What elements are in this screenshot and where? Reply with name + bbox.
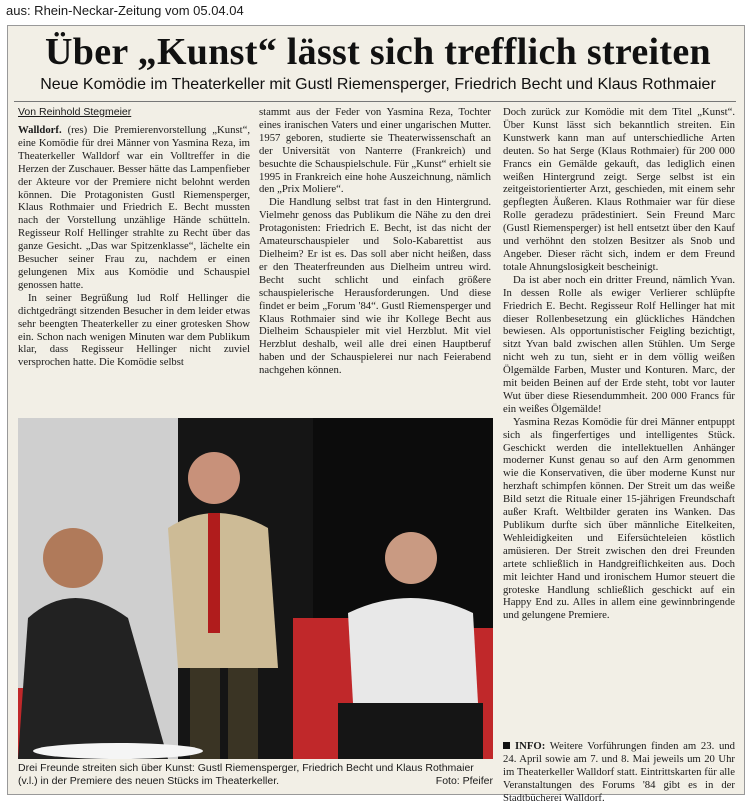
paragraph: Die Handlung selbst trat fast in den Hintergrund. Vielmehr genoss das Publikum die Nähe zu den drei Protagonisten: Friedrich E. Becht, ist das nicht der Amateurschauspieler und Solo-Kabarettist aus Dielheim? Er ist es. Das soll aber nicht heißen, dass er den Theaterfreunden aus Dielheim untreu wird. Becht sucht schlicht und einfach größere schauspielerische Herausforderungen. Und diese findet er beim „Forum '84“. Gustl Riemensperger und Klaus Rothmaier sind wie ihr Kollege Becht aus Dielheim Schauspieler mit viel Herzblut. Mit viel Herzblut deshalb, weil alle drei einen Hauptberuf haben und der Schauspielerei nur nach Feierabend nachgehen können.: [259, 196, 491, 377]
info-text: Weitere Vorführungen finden am 23. und 24. April sowie am 7. und 8. Mai jeweils um 20 Uhr im Theaterkeller Walldorf statt. Eintrittskarten für alle Veranstaltungen des Forums '84 gibt es in der Stadtbücherei Walldorf.: [503, 740, 735, 804]
caption-text: Drei Freunde streiten sich über Kunst: Gustl Riemensperger, Friedrich Becht und Klaus Rothmaier (v.l.) in der Premiere des neuen Stücks im Theaterkeller.: [18, 762, 474, 787]
square-bullet-icon: [503, 742, 510, 749]
subheadline: Neue Komödie im Theaterkeller mit Gustl Riemensperger, Friedrich Becht und Klaus Rothmaier: [40, 76, 716, 93]
photo-caption: [18, 762, 493, 788]
source-line: aus: Rhein-Neckar-Zeitung vom 05.04.04: [6, 3, 244, 18]
info-label: INFO:: [515, 740, 546, 752]
paragraph: In seiner Begrüßung lud Rolf Hellinger die dichtgedrängt sitzenden Besucher in dem leider etwas sehr beengten Theaterkeller zu einer grotesken Show ein. Schon nach wenigen Minuten war dem Publikum klar, dass Regisseur Hellinger nicht zuviel versprochen hatte. Die Komödie selbst: [18, 291, 250, 369]
paragraph: Doch zurück zur Komödie mit dem Titel „Kunst“. Über Kunst lässt sich bekanntlich streiten. Ein Kunstwerk kann man auf unterschiedliche Arten deuten. So hat Serge (Klaus Rothmaier) für 200 000 Francs ein Gemälde gekauft, das lediglich einen weißen Hintergrund zeigt. Serge selbst ist ein zeitgeistorientierter Arzt, geschieden, mit einem sehr gepflegten Äußeren. Klaus Rothmaier war für diese Rolle geradezu prädestiniert. Sein Freund Marc (Gustl Riemensperger) ist hell entsetzt über den Kauf und verhöhnt den stolzen Besitzer als Snob und Angeber. Dieser rächt sich, indem er dem Freund totale Ahnungslosigkeit bescheinigt.: [503, 106, 735, 273]
paragraph: stammt aus der Feder von Yasmina Reza, Tochter eines iranischen Vaters und einer ungarischen Mutter. 1957 geboren, studierte sie Theaterwissenschaft an der Universität von Nanterre (Frankreich) und besuchte die Schauspielschule. Für „Kunst“ erhielt sie 1995 in Frankreich eine hohe Auszeichnung, nämlich den „Prix Moliere“.: [259, 106, 491, 196]
photo-credit: Foto: Pfeifer: [435, 775, 493, 787]
paragraph: Yasmina Rezas Komödie für drei Männer entpuppt sich als fingerfertiges und intelligentes Stück. Geschickt werden die intellektuellen Anhänger moderner Kunst genau so auf den Arm genommen wie die Konservativen, die über moderne Kunst nur herzhaft schimpfen können. Der Streit um das weiße Bild setzt die Rituale einer 15-jährigen Freundschaft außer Kraft. Weltbilder geraten ins Wanken. Das Publikum durfte sich über männliche Eitelkeiten, Wehleidigkeiten und Eifersüchteleien köstlich amüsieren. Der Streit zwischen den drei Freunden artete schließlich in Handgreiflichkeiten aus. Doch mit leichter Hand und ironischem Humor steuert die groteske Handlung schließlich geschickt auf ein Happy End zu. Alles in allem eine gewinnbringende und gelungene Premiere.: [503, 415, 735, 622]
column-1: [18, 124, 250, 369]
divider: [14, 101, 736, 102]
dateline: Walldorf.: [18, 124, 62, 136]
column-2: [259, 106, 491, 377]
info-box: [503, 740, 735, 805]
headline: Über „Kunst“ lässt sich trefflich streiten: [45, 31, 711, 73]
column-3: [503, 106, 735, 622]
byline: Von Reinhold Stegmeier: [18, 106, 132, 118]
paragraph: Da ist aber noch ein dritter Freund, nämlich Yvan. In dessen Rolle als ewiger Verlierer schlüpfte Friedrich E. Becht. Regisseur Rolf Hellinger hat mit dieser Rollenbesetzung ein glückliches Händchen bewiesen. Als opportunistischer Feigling bezichtigt, sitzt Yvan bald zwischen allen Stühlen. Um Serge nicht weh zu tun, sieht er in dem völlig weißen Ölgemälde Farben, Muster und Konturen. Marc, der mit beiden Beinen auf der Erde steht, tobt vor lauter Wut über diese Riesendummheit. 200 000 Francs für ein weißes Ölgemälde!: [503, 273, 735, 415]
theater-photo: [18, 418, 493, 759]
theater-scene-image: [18, 418, 493, 759]
paragraph: [18, 124, 250, 292]
paragraph-text: (res) Die Premierenvorstellung „Kunst“, eine Komödie für drei Männer von Yasmina Reza, im Theaterkeller Walldorf war ein Volltreffer in die Herzen der Zuschauer. Besser hätte das Lampenfieber der Akteure vor der Premiere nicht belohnt werden können. Die Protagonisten Gustl Riemensperger, Klaus Rothmaier und Friedrich E. Becht mussten nach der Vorstellung unzählige Hände schütteln. Regisseur Rolf Hellinger strahlte zu Recht über das ganze Gesicht. „Das war Spitzenklasse“, lächelte ein Besucher seiner Frau zu, nachdem er einen gelungenen Mix aus Komödie und Schauspiel genossen hatte.: [18, 124, 250, 291]
